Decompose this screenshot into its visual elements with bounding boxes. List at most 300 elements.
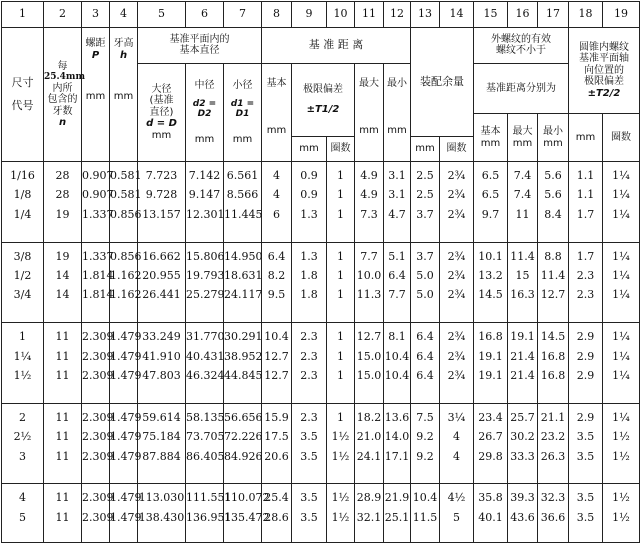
cell-value: 11: [55, 449, 70, 463]
header-text: mm: [512, 137, 533, 149]
fit-turns-cell: [440, 162, 474, 243]
ext-basic-cell: [474, 403, 508, 484]
colnum: 7: [224, 2, 262, 28]
max-cell: [355, 242, 384, 323]
dev-turns-cell: [327, 242, 355, 323]
cell-value: 7.5: [416, 410, 434, 424]
cell-value: 40.1: [478, 510, 503, 524]
cell-value: 28: [55, 188, 70, 202]
height-cell: [110, 403, 142, 484]
pitch-dia-header: [186, 63, 224, 161]
cell-value: 0.907: [82, 169, 114, 183]
header-text: (基准: [149, 95, 174, 107]
header-text: 中径: [194, 79, 215, 91]
cell-value: 1.814: [82, 288, 114, 302]
cell-value: 1/16: [10, 169, 35, 183]
cell-value: 10.1: [478, 249, 503, 263]
cell-value: 9.728: [145, 188, 178, 202]
cell-value: 6.5: [481, 188, 500, 202]
cell-value: 8.4: [544, 207, 562, 221]
cell-value: 1.479: [110, 330, 142, 344]
cell-value: 1.162: [110, 269, 142, 283]
cell-value: 3.1: [388, 169, 406, 183]
pitch-dia-cell: [186, 162, 224, 243]
header-text: 内所: [52, 82, 73, 94]
cell-value: 11.4: [510, 249, 535, 263]
int-turns-cell: [603, 162, 640, 243]
fit-mm-cell: [411, 403, 440, 484]
header-text: 每: [57, 60, 68, 72]
cell-value: 0.581: [110, 188, 142, 202]
cell-value: 17.1: [384, 449, 410, 463]
header-row-1: [2, 28, 640, 64]
major-cell: [138, 162, 186, 243]
cell-value: 2.5: [416, 188, 434, 202]
cell-value: 3.5: [300, 491, 318, 505]
cell-value: 73.705: [186, 430, 225, 444]
cell-value: 9.7: [481, 207, 500, 221]
cell-value: 110.072: [224, 491, 270, 505]
height-cell: [110, 484, 142, 543]
ext-min-cell: [538, 162, 569, 243]
cell-value: 1.1: [576, 188, 595, 202]
cell-value: 19.1: [510, 330, 535, 344]
cell-value: 9.5: [267, 288, 286, 302]
tpi-cell: [44, 162, 82, 243]
cell-value: 72.226: [224, 430, 263, 444]
cell-value: 113.030: [138, 491, 185, 505]
pitch-header: [82, 28, 110, 162]
header-text: mm: [266, 125, 287, 137]
cell-value: 1/8: [13, 188, 32, 202]
header-text: d = D: [146, 118, 177, 130]
cell-value: 10.4: [264, 330, 289, 344]
int-turns-cell: [603, 484, 640, 543]
cell-value: 14.950: [224, 249, 263, 263]
cell-value: 1½: [331, 491, 350, 505]
min-cell: [384, 162, 411, 243]
gauge-basic-cell: [262, 323, 292, 404]
cell-value: 11.5: [412, 510, 438, 524]
cell-value: 15.806: [186, 249, 225, 263]
size-cell: [2, 403, 44, 484]
cell-value: 13.157: [142, 207, 181, 221]
cell-value: 3/4: [13, 288, 32, 302]
cell-value: 1.479: [110, 449, 142, 463]
cell-value: 1: [337, 269, 344, 283]
cell-value: 23.2: [540, 430, 566, 444]
cell-value: 29.8: [478, 449, 503, 463]
cell-value: 13.6: [384, 410, 410, 424]
header-text: 基准平面内的: [169, 33, 230, 45]
cell-value: 14.0: [384, 430, 410, 444]
colnum: 16: [508, 2, 538, 28]
cell-value: 25.1: [384, 510, 410, 524]
cell-value: 7.4: [513, 188, 532, 202]
size-cell: [2, 242, 44, 323]
cell-value: 84.926: [224, 449, 263, 463]
header-text: 基本: [266, 77, 287, 89]
header-text: P: [91, 49, 100, 61]
major-dia-header: [138, 63, 186, 161]
max-cell: [355, 403, 384, 484]
cell-value: 11.445: [224, 207, 263, 221]
cell-value: 15: [515, 269, 530, 283]
size-header: [2, 28, 44, 162]
ext-max-cell: [508, 242, 538, 323]
cell-value: 1.8: [300, 288, 318, 302]
fit-turns-header: 圈数: [440, 136, 474, 161]
cell-value: 13.2: [478, 269, 503, 283]
tpi-cell: [44, 484, 82, 543]
gauge-basic-cell: [262, 403, 292, 484]
cell-value: 44.845: [224, 368, 263, 382]
cell-value: 30.2: [510, 430, 535, 444]
cell-value: 12.7: [540, 288, 566, 302]
cell-value: 136.951: [186, 510, 232, 524]
max-header: [355, 63, 384, 161]
cell-value: 23.4: [478, 410, 503, 424]
cell-value: 9.2: [416, 449, 434, 463]
cell-value: 2.3: [576, 269, 595, 283]
fit-turns-cell: [440, 403, 474, 484]
cell-value: 59.614: [142, 410, 181, 424]
pitch-cell: [82, 323, 114, 404]
thread-spec-table: [1, 1, 640, 543]
max-cell: [355, 162, 384, 243]
cell-value: 11: [55, 368, 70, 382]
colnum: 5: [138, 2, 186, 28]
header-text: mm: [151, 129, 172, 141]
colnum: 2: [44, 2, 82, 28]
cell-value: 7.723: [145, 169, 178, 183]
cell-value: 25.7: [510, 410, 535, 424]
cell-value: 26.7: [478, 430, 503, 444]
cell-value: 3.5: [300, 510, 318, 524]
cell-value: 19: [55, 249, 70, 263]
cell-value: 0.856: [110, 249, 142, 263]
colnum: 18: [569, 2, 603, 28]
header-text: 基准平面轴: [579, 53, 629, 65]
cell-value: 4: [453, 449, 460, 463]
cell-value: 16.3: [510, 288, 535, 302]
fit-mm-cell: [411, 484, 440, 543]
cell-value: 1½: [331, 449, 350, 463]
cell-value: 19.1: [478, 368, 503, 382]
max-cell: [355, 484, 384, 543]
cell-value: 3: [19, 449, 26, 463]
cell-value: 16.662: [142, 249, 181, 263]
cell-value: 32.1: [356, 510, 382, 524]
cell-value: 6.561: [226, 169, 259, 183]
header-text: ±T1/2: [306, 103, 340, 115]
cell-value: 87.884: [142, 449, 181, 463]
gauge-basic-header: [262, 63, 292, 161]
data-group: [2, 484, 640, 543]
cell-value: 2¾: [447, 269, 466, 283]
cell-value: 3.5: [576, 449, 595, 463]
cell-value: 6.4: [388, 269, 406, 283]
header-text: 最小: [543, 126, 563, 138]
cell-value: 5: [19, 510, 26, 524]
cell-value: 11: [55, 410, 70, 424]
cell-value: 38.952: [224, 349, 263, 363]
pitch-dia-cell: [186, 403, 224, 484]
cell-value: 1: [337, 169, 344, 183]
cell-value: 18.2: [356, 410, 382, 424]
cell-value: 4: [19, 491, 26, 505]
cell-value: 138.430: [138, 510, 185, 524]
header-text: 基本: [480, 126, 501, 138]
cell-value: 2¾: [447, 188, 466, 202]
ext-max-cell: [508, 403, 538, 484]
cell-value: 7.142: [188, 169, 221, 183]
cell-value: 16.8: [540, 349, 566, 363]
int-mm-header: mm: [569, 113, 603, 161]
cell-value: 3/8: [13, 249, 32, 263]
cell-value: 10.4: [384, 349, 410, 363]
header-text: mm: [359, 125, 379, 137]
header-text: mm: [194, 133, 215, 145]
header-text: mm: [232, 133, 253, 145]
min-header: [384, 63, 411, 161]
cell-value: 5.6: [544, 188, 562, 202]
cell-value: 11: [515, 207, 530, 221]
cell-value: 3.7: [416, 249, 434, 263]
int-turns-header: 圈数: [603, 113, 640, 161]
cell-value: 1¼: [612, 249, 630, 263]
header-text: 螺距: [85, 38, 106, 50]
header-text: ±T2/2: [587, 87, 621, 99]
cell-value: 2¾: [447, 288, 466, 302]
int-mm-cell: [569, 162, 603, 243]
fit-mm-header: mm: [411, 136, 440, 161]
header-text: 基本直径: [179, 45, 220, 57]
colnum: 6: [186, 2, 224, 28]
gauge-length-group-header: 基 准 距 离: [262, 28, 411, 64]
dev-mm-cell: [292, 162, 327, 243]
cell-value: 11: [55, 510, 70, 524]
cell-value: 9.147: [188, 188, 221, 202]
cell-value: 14: [55, 269, 70, 283]
cell-value: 1: [337, 288, 344, 302]
cell-value: 24.117: [224, 288, 263, 302]
cell-value: 1½: [331, 510, 350, 524]
cell-value: 2¾: [447, 349, 466, 363]
pitch-dia-cell: [186, 323, 224, 404]
column-number-row: [2, 2, 640, 28]
ext-thread-subheader: 基准距离分别为: [474, 63, 569, 113]
cell-value: 1/4: [13, 207, 32, 221]
int-turns-cell: [603, 323, 640, 404]
header-text: n: [58, 117, 67, 129]
cell-value: 20.955: [142, 269, 181, 283]
cell-value: 3.5: [576, 510, 595, 524]
ext-basic-cell: [474, 242, 508, 323]
header-text: mm: [480, 137, 501, 149]
cell-value: 2.3: [300, 368, 318, 382]
cell-value: 26.3: [540, 449, 566, 463]
height-cell: [110, 242, 142, 323]
cell-value: 24.1: [356, 449, 382, 463]
cell-value: 2.3: [300, 330, 318, 344]
cell-value: 7.3: [360, 207, 378, 221]
cell-value: 2¾: [447, 249, 466, 263]
fit-mm-cell: [411, 323, 440, 404]
cell-value: 2.9: [576, 368, 595, 382]
cell-value: 5: [453, 510, 460, 524]
gauge-basic-cell: [262, 162, 292, 243]
cell-value: 30.291: [224, 330, 263, 344]
header-text: mm: [113, 91, 134, 103]
cell-value: 1½: [331, 430, 350, 444]
cell-value: 2.309: [82, 349, 114, 363]
header-text: 向位置的: [584, 64, 624, 76]
ext-max-cell: [508, 162, 538, 243]
ext-max-cell: [508, 484, 538, 543]
minor-cell: [224, 162, 262, 243]
ext-min-cell: [538, 403, 569, 484]
cell-value: 1.1: [576, 169, 595, 183]
cell-value: 5.0: [416, 288, 434, 302]
cell-value: 1.479: [110, 491, 142, 505]
cell-value: 3.5: [300, 430, 318, 444]
cell-value: 4: [453, 430, 460, 444]
height-cell: [110, 162, 142, 243]
int-mm-cell: [569, 484, 603, 543]
cell-value: 5.6: [544, 169, 562, 183]
minor-cell: [224, 403, 262, 484]
cell-value: 1.479: [110, 510, 142, 524]
cell-value: 2.5: [416, 169, 434, 183]
max-cell: [355, 323, 384, 404]
cell-value: 26.441: [142, 288, 181, 302]
header-text: mm: [543, 137, 563, 149]
cell-value: 21.1: [540, 410, 566, 424]
dev-mm-cell: [292, 323, 327, 404]
cell-value: 32.3: [540, 491, 566, 505]
ext-min-header: [538, 113, 569, 161]
colnum: 11: [355, 2, 384, 28]
cell-value: 4.7: [388, 207, 406, 221]
header-text: mm: [85, 91, 106, 103]
cell-value: 3.5: [576, 430, 595, 444]
cell-value: 17.5: [264, 430, 289, 444]
cell-value: 12.7: [264, 368, 289, 382]
cell-value: 21.9: [384, 491, 410, 505]
major-cell: [138, 403, 186, 484]
tpi-cell: [44, 403, 82, 484]
cell-value: 1¼: [612, 330, 630, 344]
cell-value: 33.249: [142, 330, 181, 344]
fit-turns-cell: [440, 323, 474, 404]
cell-value: 28.9: [356, 491, 382, 505]
cell-value: 35.8: [478, 491, 503, 505]
header-text: d1 = D1: [230, 99, 255, 120]
cell-value: 3.5: [576, 491, 595, 505]
fit-mm-cell: [411, 162, 440, 243]
header-text: mm: [387, 125, 407, 137]
ext-basic-cell: [474, 484, 508, 543]
fit-turns-cell: [440, 242, 474, 323]
minor-cell: [224, 242, 262, 323]
cell-value: 1¼: [612, 410, 630, 424]
int-turns-cell: [603, 242, 640, 323]
major-cell: [138, 323, 186, 404]
cell-value: 2.309: [82, 510, 114, 524]
cell-value: 4: [273, 188, 280, 202]
cell-value: 1: [337, 349, 344, 363]
header-text: 小径: [232, 79, 253, 91]
colnum: 13: [411, 2, 440, 28]
cell-value: 46.324: [186, 368, 225, 382]
cell-value: 0.856: [110, 207, 142, 221]
cell-value: 11: [55, 330, 70, 344]
cell-value: 1: [19, 330, 26, 344]
int-thread-group-header: [569, 28, 640, 114]
cell-value: 14.5: [540, 330, 566, 344]
header-text: 牙高: [113, 38, 134, 50]
header-text: 外螺纹的有效: [491, 33, 551, 45]
cell-value: 39.3: [510, 491, 535, 505]
header-text: 包含的: [47, 94, 78, 106]
cell-value: 0.9: [300, 188, 318, 202]
gauge-basic-cell: [262, 242, 292, 323]
header-text: 螺纹不小于: [496, 45, 546, 57]
header-text: 最大: [512, 126, 533, 138]
cell-value: 2½: [13, 430, 32, 444]
pitch-cell: [82, 403, 114, 484]
dev-mm-cell: [292, 403, 327, 484]
cell-value: 0.907: [82, 188, 114, 202]
cell-value: 6.4: [416, 368, 434, 382]
header-text: 极限偏差: [303, 84, 343, 96]
cell-value: 8.1: [388, 330, 406, 344]
minor-cell: [224, 323, 262, 404]
cell-value: 1½: [612, 449, 630, 463]
cell-value: 11: [55, 491, 70, 505]
cell-value: 4½: [447, 491, 466, 505]
cell-value: 11: [55, 430, 70, 444]
cell-value: 1: [337, 207, 344, 221]
cell-value: 5.0: [416, 269, 434, 283]
basic-diameters-group-header: [138, 28, 262, 64]
ext-min-cell: [538, 484, 569, 543]
colnum: 3: [82, 2, 110, 28]
data-group: [2, 403, 640, 484]
cell-value: 3.7: [416, 207, 434, 221]
cell-value: 1¼: [13, 349, 32, 363]
ext-min-cell: [538, 323, 569, 404]
cell-value: 1½: [612, 430, 630, 444]
gauge-basic-cell: [262, 484, 292, 543]
pitch-cell: [82, 484, 114, 543]
cell-value: 1.3: [300, 249, 318, 263]
cell-value: 6.4: [267, 249, 286, 263]
cell-value: 1¼: [612, 368, 630, 382]
data-group: [2, 162, 640, 243]
major-cell: [138, 242, 186, 323]
tpi-cell: [44, 323, 82, 404]
cell-value: 10.0: [356, 269, 382, 283]
cell-value: 36.6: [540, 510, 566, 524]
cell-value: 1.479: [110, 410, 142, 424]
height-cell: [110, 323, 142, 404]
cell-value: 7.4: [513, 169, 532, 183]
cell-value: 16.8: [540, 368, 566, 382]
cell-value: 1¼: [612, 288, 630, 302]
size-cell: [2, 323, 44, 404]
